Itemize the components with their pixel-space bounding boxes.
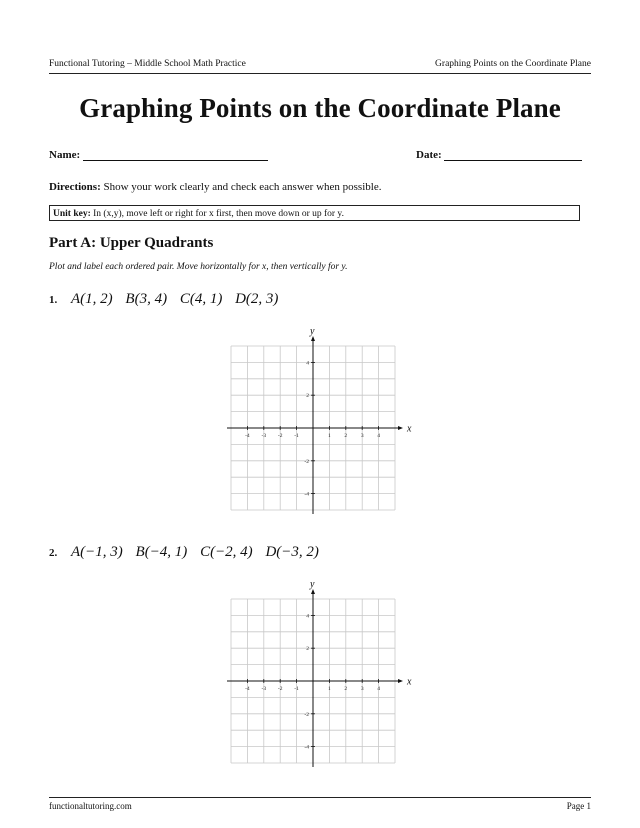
footer-site: functionaltutoring.com [49,801,132,811]
x-tick-label: 3 [360,686,364,692]
coordinate-grid-2[interactable] [220,579,420,779]
page-header [49,57,591,74]
date-field [416,148,582,161]
x-axis-label: x [407,676,412,688]
coordinate-grid-svg[interactable] [220,326,420,526]
point-d: D(2, 3) [235,291,279,307]
y-tick-label: 2 [306,646,309,653]
y-axis-label: y [310,326,315,337]
x-tick-label: 4 [377,686,380,692]
y-tick-label: -4 [304,491,309,498]
x-tick-label: 1 [328,433,331,439]
y-tick-label: 4 [306,613,309,620]
x-tick-label: -2 [277,433,283,439]
coordinate-grid-1[interactable] [220,326,420,526]
unit-key-text: In (x,y), move left or right for x first, then move down or up for y. [93,209,344,219]
directions [49,181,381,193]
y-tick-label: 2 [306,393,309,400]
header-right: Graphing Points on the Coordinate Plane [435,59,591,69]
problem-number: 1. [49,294,58,306]
x-tick-label: -2 [277,686,283,692]
coordinate-grid-svg[interactable] [220,579,420,779]
name-line[interactable] [83,148,268,161]
point-b: B(−4, 1) [135,544,188,560]
directions-text: Show your work clearly and check each answer when possible. [103,181,382,193]
directions-label: Directions: [49,181,101,193]
x-tick-label: 1 [328,686,331,692]
x-axis-arrow [398,679,403,683]
header-left: Functional Tutoring – Middle School Math Practice [49,59,246,69]
part-a-heading: Part A: Upper Quadrants [49,235,214,251]
x-tick-label: -1 [294,686,299,692]
x-axis-label: x [407,423,412,435]
date-line[interactable] [444,148,582,161]
part-a-subtitle: Plot and label each ordered pair. Move horizontally for x, then vertically for y. [49,262,348,272]
y-axis-label: y [310,579,315,590]
x-tick-label: -3 [261,433,267,439]
x-tick-label: -4 [245,433,250,439]
page-number: Page 1 [566,801,591,811]
y-tick-label: -2 [304,711,309,718]
x-tick-label: 4 [377,433,380,439]
x-tick-label: -1 [294,433,299,439]
page-title: Graphing Points on the Coordinate Plane [79,93,561,123]
x-tick-label: -4 [245,686,250,692]
y-tick-label: 4 [306,360,309,367]
point-c: C(−2, 4) [200,544,253,560]
point-b: B(3, 4) [125,291,168,307]
y-tick-label: -4 [304,744,309,751]
x-tick-label: 2 [344,433,348,439]
point-a: A(−1, 3) [71,544,123,560]
y-tick-label: -2 [304,458,309,465]
problem-1 [49,291,287,308]
x-axis-arrow [398,426,403,430]
point-a: A(1, 2) [71,291,113,307]
point-c: C(4, 1) [179,291,223,307]
point-d: D(−3, 2) [265,544,319,560]
problem-2 [49,544,328,561]
unit-key-box [49,205,580,221]
name-field [49,148,268,161]
unit-key-label: Unit key: [53,209,91,219]
name-label: Name: [49,149,81,161]
x-tick-label: 2 [344,686,348,692]
x-tick-label: -3 [261,686,267,692]
x-tick-label: 3 [360,433,364,439]
problem-number: 2. [49,547,58,559]
page-footer [49,797,591,814]
date-label: Date: [416,149,442,161]
